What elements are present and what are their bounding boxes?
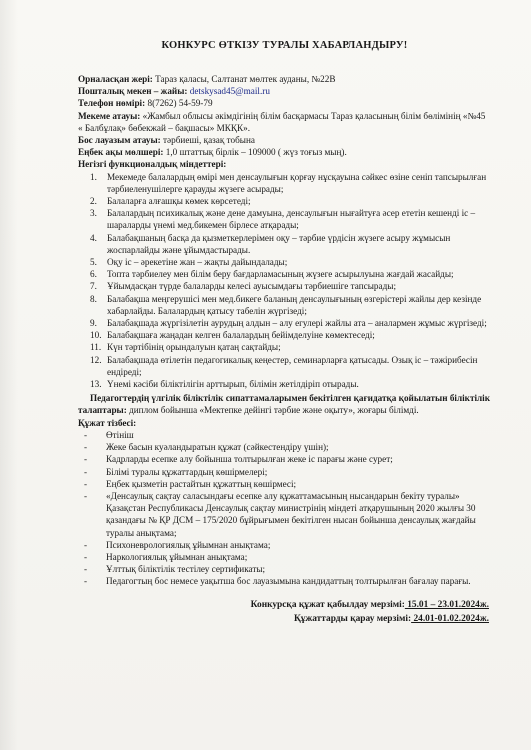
list-item: - Наркологиялық ұйымнан анықтама;	[84, 551, 248, 562]
phone-line	[78, 97, 491, 109]
list-item: - Жеке басын куәландыратын құжат (сәйкестендіру үшін);	[84, 442, 329, 453]
submission-deadline	[78, 598, 489, 612]
list-item: 4. Балабақшаның басқа да қызметкерлерімен оқу – тәрбие үрдісін жүзеге асыру жұмысын жоспарлайды және ұйымдастырады.	[90, 232, 451, 255]
list-item: - Еңбек қызметін растайтын құжаттың көшірмесі;	[84, 478, 297, 489]
list-item: 1. Мекемеде балалардың өмірі мен денсаулығын қорғау нұсқауына сәйкес өзіне сеніп тапсырылған тәрбиеленушілерге қарауды жүзеге асырады;	[90, 171, 487, 194]
org-line	[78, 110, 491, 134]
list-item: 3. Балалардың психикалық және дене дамуына, денсаулығын нығайтуға әсер ететін кешенді іс – шараларды үнемі мед.бикемен бірлесе атқарады;	[90, 208, 476, 231]
list-item: - Ұлттық біліктілік тестілеу сертификаты;	[84, 564, 266, 575]
requirements-line	[78, 392, 491, 416]
phone-label: Телефон нөмірі:	[78, 98, 146, 109]
requirements-label: Педагогтердің үлгілік біліктілік сипаттамаларымен бекітілген қағидатқа қойылатын біліктілік талаптары:	[78, 393, 491, 416]
list-item: 13. Үнемі кәсіби біліктілігін арттырып, білімін жетілдіріп отырады.	[90, 379, 359, 390]
list-item: - Білімі туралы құжаттардың көшірмелері;	[84, 466, 268, 477]
list-item: 7. Ұйымдасқан түрде балаларды келесі ауысымдағы тәрбиешіге тапсырады;	[90, 281, 397, 292]
list-item: 11. Күн тәртібінің орындалуын қатаң сақтайды;	[90, 342, 281, 353]
list-item: 2. Балаларға алғашқы көмек көрсетеді;	[90, 196, 251, 207]
position-value: тәрбиеші, қазақ тобына	[160, 135, 255, 146]
salary-label: Еңбек ақы мөлшері:	[78, 147, 164, 158]
list-item: 9. Балабақшада жүргізілетін аурудың алдын – алу егулері жайлы ата – аналармен жұмыс жүргізеді;	[90, 318, 487, 329]
requirements-value: диплом бойынша «Мектепке дейінгі тәрбие және оқыту», жоғары білімді.	[126, 405, 419, 416]
position-label: Бос лауазым атауы:	[78, 135, 161, 146]
list-item: 5. Оқу іс – әрекетіне жан – жақты дайындалады;	[90, 257, 288, 268]
location-value: Тараз қаласы, Салтанат мөлтек ауданы, №22В	[152, 74, 336, 84]
list-item: - Кадрларды есепке алу бойынша толтырылған жеке іс парағы және сурет;	[84, 454, 393, 465]
scan-edge-shadow	[0, 0, 18, 750]
location-label: Орналасқан жері:	[78, 74, 153, 84]
list-item: - Психоневрологиялық ұйымнан анықтама;	[84, 539, 271, 550]
phone-value: 8(7262) 54-59-79	[145, 98, 213, 109]
email-line	[78, 85, 491, 97]
position-line	[78, 134, 491, 146]
duties-list	[78, 171, 491, 391]
docs-heading: Құжат тізбесі:	[78, 417, 137, 428]
salary-line	[78, 146, 491, 158]
email-value[interactable]: detskysad45@mail.ru	[187, 86, 270, 97]
docs-list	[78, 429, 491, 588]
list-item: - Педагогтың бос немесе уақытша бос лауазымына кандидаттың толтырылған бағалау парағы.	[84, 576, 471, 587]
org-label: Мекеме атауы:	[78, 110, 141, 121]
duties-heading: Негізгі функционалдық міндеттері:	[78, 159, 227, 170]
review-deadline	[78, 612, 489, 626]
submission-deadline-label: Конкурсқа құжат қабылдау мерзімі:	[250, 599, 405, 610]
deadlines	[78, 598, 491, 626]
list-item: 12. Балабақшада өтілетін педагогикалық кеңестер, семинарларға қатысады. Озық іс – тәжірибесін ендіреді;	[90, 354, 478, 377]
document-title: КОНКУРС ӨТКІЗУ ТУРАЛЫ ХАБАРЛАНДЫРУ!	[161, 40, 408, 51]
list-item: 8. Балабақша меңгерушісі мен мед.бикеге баланың денсаулығының өзгерістері жайлы дер кезінде хабарлайды. Балалардың қатысу табелін жүргізеді;	[90, 293, 482, 316]
salary-value: 1,0 штаттық бірлік – 109000 ( жүз тоғыз мың).	[163, 147, 347, 158]
review-deadline-label: Құжаттарды қарау мерзімі:	[293, 613, 412, 624]
list-item: 6. Топта тәрбиелеу мен білім беру бағдарламасының жүзеге асырылуына жағдай жасайды;	[90, 269, 454, 280]
list-item: - Өтініш	[84, 429, 134, 440]
review-deadline-value: 24.01-01.02.2024ж.	[411, 613, 489, 624]
list-item: - «Денсаулық сақтау саласындағы есепке алу құжаттамасының нысандарын бекіту туралы» Қазақстан Республикасы Денсаулық сақтау министрінің міндеті атқарушының 2020 жылғы 30 қазандағы № ҚР ДСМ – 175/2020 бұйрығымен бекітілген нысан бойынша денсаулық жағдайы туралы анықтама;	[84, 490, 476, 538]
submission-deadline-value: 15.01 – 23.01.2024ж.	[404, 599, 489, 610]
org-value: «Жамбыл облысы әкімдігінің білім басқармасы Тараз қаласының білім бөлімінің «№45 « Балбұлақ» бөбекжай – бақшасы» МКҚК».	[78, 110, 486, 133]
location-line	[78, 73, 491, 85]
list-item: 10. Балабақшаға жаңадан келген балалардың бейімделуіне көмектеседі;	[90, 330, 375, 341]
email-label: Пошталық мекен – жайы:	[78, 86, 188, 97]
